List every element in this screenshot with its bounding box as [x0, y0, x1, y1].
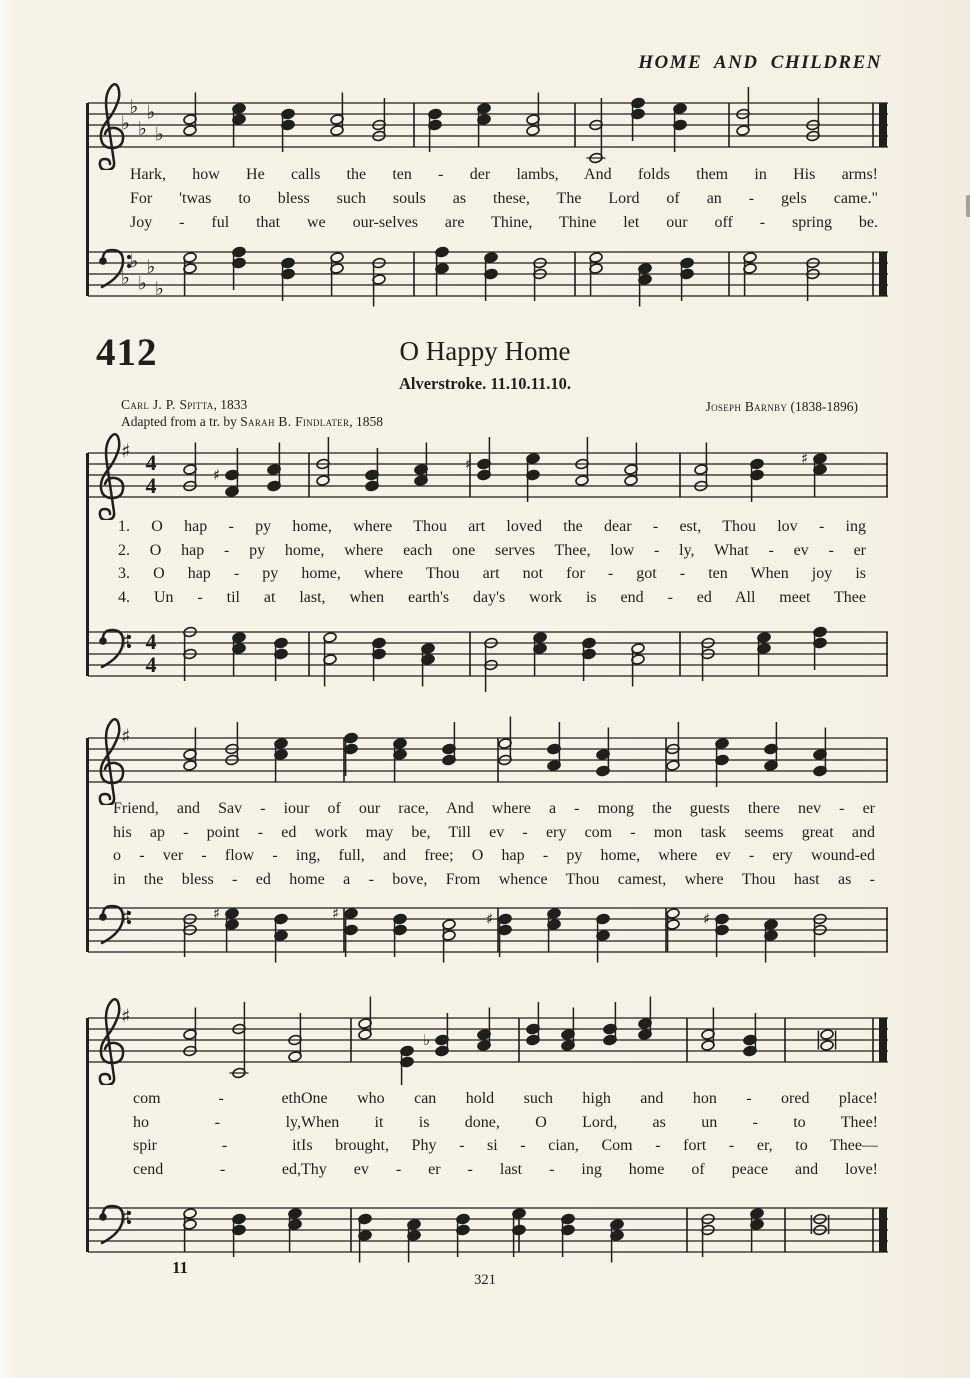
staff-412-treble-3 [88, 993, 890, 1085]
svg-text:♯: ♯ [121, 1005, 131, 1028]
lyric-line: his ap - point - ed work may be, Till ev - ery com - mon task seems great and [113, 823, 875, 841]
svg-text:4: 4 [145, 629, 157, 654]
staff-prev-treble [88, 78, 890, 170]
svg-text:♭: ♭ [146, 101, 156, 124]
svg-text:♭: ♭ [129, 96, 139, 118]
lyric-right: Is brought, Phy - si - cian, Com - fort - er, to Thee— [301, 1137, 878, 1154]
svg-text:♭: ♭ [138, 118, 147, 140]
lyric-line: Friend, and Sav - iour of our race, And where a - mong the guests there nev - er [113, 800, 875, 817]
author-date: , 1833 [213, 397, 248, 412]
hymn-title: O Happy Home [399, 336, 571, 366]
verse-line: 3. O hap - py home, where Thou art not for - got - ten When joy is [118, 565, 866, 582]
svg-text:♯: ♯ [213, 466, 221, 484]
lyric-line [133, 1087, 878, 1111]
lyric-line: o - ver - flow - ing, full, and free; O hap - py home, where ev - ery wound-ed [113, 847, 875, 864]
verse-lyrics [118, 515, 866, 609]
svg-text:♯: ♯ [121, 440, 131, 463]
svg-text:♭: ♭ [155, 278, 164, 300]
svg-text:♯: ♯ [121, 630, 131, 653]
svg-text:♯: ♯ [486, 910, 494, 928]
verse-line: 4. Un - til at last, when earth's day's work is end - ed All meet Thee [118, 588, 866, 606]
composer-dates: (1838-1896) [787, 399, 858, 414]
verse-line: 2. O hap - py home, where each one serves Thee, low - ly, What - ev - er [118, 541, 866, 559]
svg-text:♯: ♯ [332, 904, 340, 923]
svg-text:♯: ♯ [213, 904, 221, 923]
author-credits [121, 396, 383, 430]
svg-text:♭: ♭ [129, 250, 139, 273]
lyric-left: spir - it [133, 1137, 301, 1154]
staff-412-bass-1 [88, 607, 890, 699]
svg-text:♭: ♭ [121, 267, 130, 289]
lyric-line [133, 1111, 878, 1135]
svg-text:♯: ♯ [121, 906, 131, 929]
lyric-line: in the bless - ed home a - bove, From whence Thou camest, where Thou hast as - [113, 870, 875, 888]
lyric-left: cend - ed, [133, 1160, 301, 1178]
adaptation-date: , 1858 [349, 414, 384, 429]
svg-text:4: 4 [145, 652, 157, 677]
lyric-left: ho - ly, [133, 1113, 301, 1131]
svg-text:♯: ♯ [703, 910, 711, 928]
hymn-number: 412 [96, 331, 158, 374]
lyric-right: When it is done, O Lord, as un - to Thee! [301, 1113, 878, 1131]
staff-412-treble-1 [88, 428, 890, 520]
staff-412-treble-2 [88, 713, 890, 805]
svg-text:♯: ♯ [801, 449, 809, 468]
svg-text:♯: ♯ [121, 1206, 131, 1229]
page-number: 321 [474, 1272, 496, 1288]
staff-412-bass-3 [88, 1183, 890, 1275]
lyric-right: One who can hold such high and hon - ored place! [301, 1090, 878, 1107]
staff-412-bass-2 [88, 883, 890, 975]
lyric-line [133, 1158, 878, 1182]
author-line [121, 396, 383, 413]
lyric-left: com - eth [133, 1090, 301, 1107]
svg-text:♭: ♭ [121, 112, 130, 135]
svg-text:4: 4 [145, 473, 157, 498]
composer-name: Joseph Barnby [705, 399, 788, 414]
tune-and-meter: Alverstroke. 11.10.11.10. [398, 374, 572, 393]
ending-lyrics [133, 1087, 878, 1181]
composer-credit [706, 399, 858, 415]
lyric-line: Hark, how He calls the ten - der lambs, And folds them in His arms! [130, 166, 878, 183]
lyric-right: Thy ev - er - last - ing home of peace and love! [301, 1160, 878, 1178]
svg-text:♭: ♭ [423, 1031, 431, 1049]
svg-text:4: 4 [145, 450, 157, 475]
verse-line: 1. O hap - py home, where Thou art loved the dear - est, Thou lov - ing [118, 518, 866, 535]
svg-text:♯: ♯ [465, 455, 473, 473]
lyric-line [133, 1134, 878, 1158]
svg-text:♭: ♭ [138, 272, 147, 295]
scan-edge-mark [966, 195, 970, 217]
svg-text:♯: ♯ [121, 725, 131, 748]
svg-text:♭: ♭ [155, 123, 164, 146]
continuation-lyrics [113, 797, 875, 891]
svg-text:♭: ♭ [146, 256, 156, 278]
prev-hymn-lyrics [130, 163, 878, 235]
adaptation-name: Sarah B. Findlater [240, 414, 350, 429]
lyric-line: Joy - ful that we our-selves are Thine, Thine let our off - spring be. [130, 214, 878, 231]
section-header: HOME AND CHILDREN [638, 52, 882, 73]
stanza-footnote-number: 11 [172, 1258, 189, 1277]
author-name: Carl J. P. Spitta [121, 397, 214, 412]
staff-prev-bass [88, 227, 890, 319]
adaptation-prefix: Adapted from a tr. by [121, 414, 241, 429]
lyric-line: For 'twas to bless such souls as these, The Lord of an - gels came." [130, 190, 878, 207]
